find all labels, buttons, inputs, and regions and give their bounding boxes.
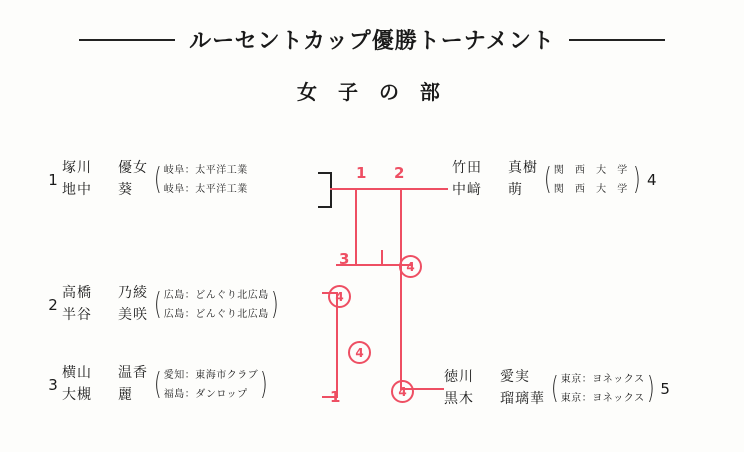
entry-right-5 xyxy=(444,367,670,410)
winner-circle-2: 4 xyxy=(328,285,351,308)
player-last-name: 竹田 xyxy=(452,160,482,176)
player-last-name: 高橋 xyxy=(62,285,92,301)
player-last-name: 徳川 xyxy=(444,369,474,385)
winner-circle-4: 4 xyxy=(391,380,414,403)
player-name-row xyxy=(62,305,148,327)
bracket-line-final-tick xyxy=(381,250,383,266)
affiliation-list xyxy=(554,161,632,199)
affiliation-group: ( 関 西 大 学 関 西 大 学 ) xyxy=(544,161,641,197)
player-names xyxy=(452,158,538,201)
affiliation-group: ( 岐阜：太平洋工業 岐阜：太平洋工業 xyxy=(154,161,248,197)
winner-circle-3: 4 xyxy=(348,341,371,364)
affiliation-list xyxy=(561,370,645,408)
player-last-name: 塚川 xyxy=(62,160,92,176)
player-name-row xyxy=(452,180,523,202)
bracket-line-pair-1-top xyxy=(318,172,332,174)
player-names xyxy=(62,283,148,326)
seed-number: 2 xyxy=(48,295,58,314)
player-first-name: 優女 xyxy=(118,160,148,176)
affiliation: 岐阜：太平洋工業 xyxy=(163,164,248,176)
affiliation: 広島：どんぐり北広島 xyxy=(163,308,269,320)
seed-number: 1 xyxy=(48,170,58,189)
player-name-row xyxy=(62,363,148,385)
player-first-name: 真樹 xyxy=(508,160,538,176)
player-names xyxy=(444,367,545,410)
player-last-name: 中﨑 xyxy=(452,181,482,198)
affiliation-list xyxy=(164,161,248,199)
player-first-name: 麗 xyxy=(118,386,133,403)
match-mark-3: 3 xyxy=(339,250,350,268)
player-last-name: 横山 xyxy=(62,365,92,381)
player-first-name: 萌 xyxy=(508,181,523,198)
entry-left-1 xyxy=(44,158,248,201)
player-first-name: 乃綾 xyxy=(118,285,148,301)
entry-right-4 xyxy=(452,158,657,201)
player-name-row xyxy=(62,180,148,202)
affiliation-group: ( 愛知：東海市クラブ 福島：ダンロップ ) xyxy=(154,366,268,402)
seed-number: 3 xyxy=(48,375,58,394)
bracket-line-pair-1-bottom xyxy=(318,206,332,208)
affiliation: 関 西 大 学 xyxy=(553,183,632,195)
entry-left-2 xyxy=(44,283,280,326)
affiliation: 広島：どんぐり北広島 xyxy=(163,289,269,301)
affiliation-group: ( 広島：どんぐり北広島 広島：どんぐり北広島 ) xyxy=(154,286,279,322)
page-title: ルーセントカップ優勝トーナメント xyxy=(189,29,555,54)
bracket-line-match-2-down xyxy=(400,188,402,388)
player-last-name: 半谷 xyxy=(62,306,92,323)
player-last-name: 黒木 xyxy=(444,390,474,407)
affiliation-list xyxy=(164,366,259,404)
bracket-line-match-1-down xyxy=(355,188,357,264)
player-last-name: 大槻 xyxy=(62,386,92,403)
player-last-name: 地中 xyxy=(62,181,92,198)
winner-circle-1: 4 xyxy=(399,255,422,278)
affiliation: 愛知：東海市クラブ xyxy=(163,369,259,381)
player-names xyxy=(62,363,148,406)
bracket-line-match-2 xyxy=(386,188,448,190)
match-mark-2: 2 xyxy=(394,164,405,182)
entry-left-3 xyxy=(44,363,270,406)
player-name-row xyxy=(444,389,545,411)
affiliation: 関 西 大 学 xyxy=(553,164,632,176)
player-first-name: 瑠璃華 xyxy=(500,390,545,407)
player-name-row xyxy=(62,158,148,180)
player-first-name: 温香 xyxy=(118,365,148,381)
player-first-name: 美咲 xyxy=(118,306,148,323)
affiliation-list xyxy=(164,286,269,324)
player-name-row xyxy=(62,283,148,305)
player-name-row xyxy=(62,385,148,407)
title-rule-right xyxy=(569,39,665,41)
player-first-name: 葵 xyxy=(118,181,133,198)
title-rule-left xyxy=(79,39,175,41)
affiliation: 岐阜：太平洋工業 xyxy=(163,183,248,195)
bracket-line-pair-1 xyxy=(330,172,332,208)
seed-number: 4 xyxy=(646,170,657,189)
seed-number: 5 xyxy=(660,379,670,398)
affiliation-group: ( 東京：ヨネックス 東京：ヨネックス ) xyxy=(551,370,655,406)
affiliation: 東京：ヨネックス xyxy=(560,392,645,404)
affiliation: 福島：ダンロップ xyxy=(163,388,248,400)
affiliation: 東京：ヨネックス xyxy=(560,373,645,385)
player-name-row xyxy=(444,367,530,389)
match-mark-1: 1 xyxy=(356,164,367,182)
title-row xyxy=(0,24,744,55)
match-mark-4: 1 xyxy=(330,388,341,406)
player-first-name: 愛実 xyxy=(500,369,530,385)
player-names xyxy=(62,158,148,201)
bracket-line-match-1 xyxy=(330,188,386,190)
page-subtitle: 女 子 の 部 xyxy=(297,80,447,104)
player-name-row xyxy=(452,158,538,180)
